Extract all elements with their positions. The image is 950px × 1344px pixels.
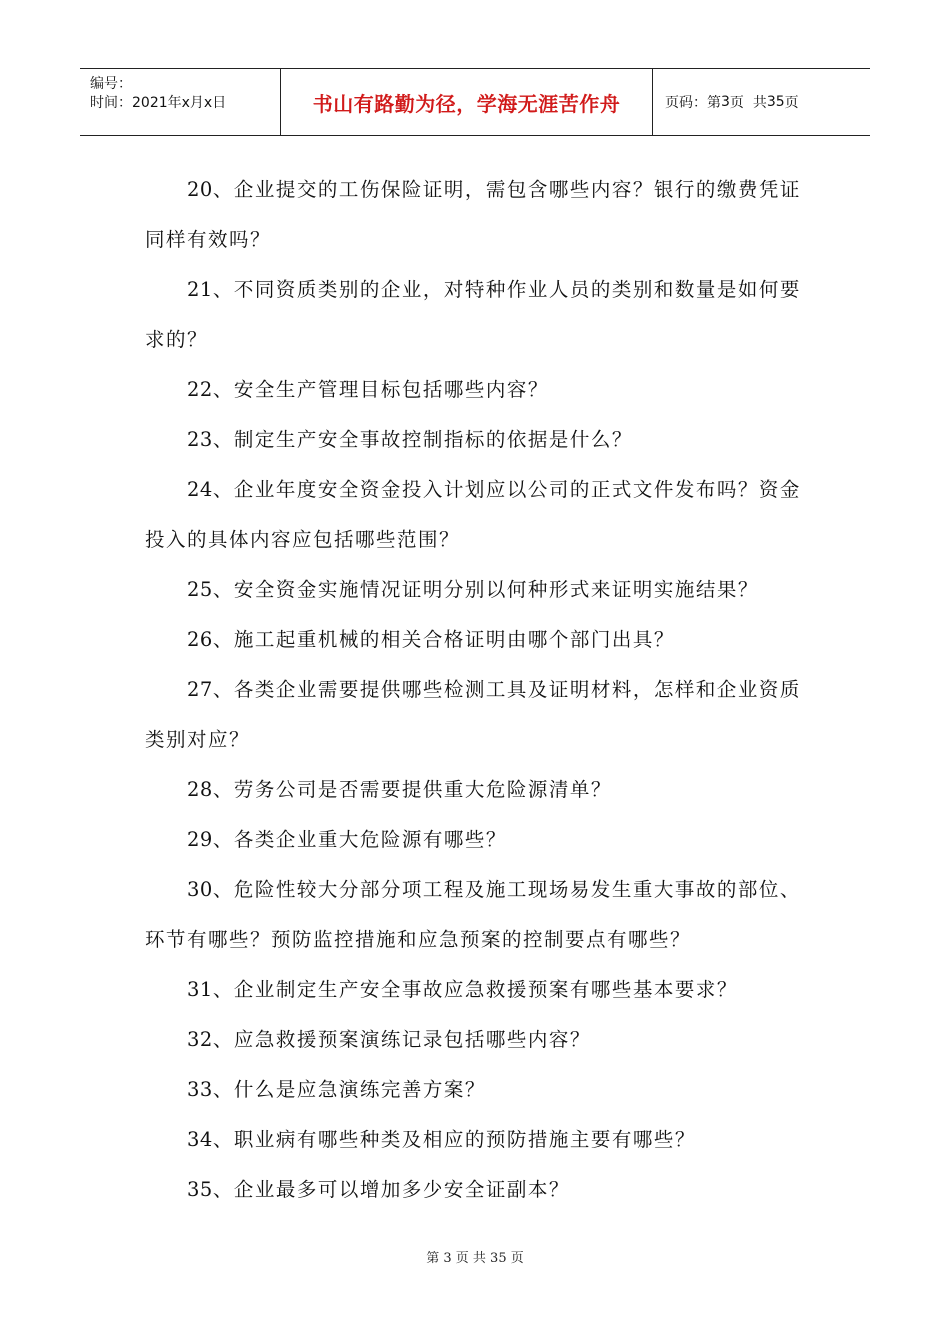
page-number-middle: 页 共 [729,95,767,111]
question-item: 32、应急救援预案演练记录包括哪些内容？ [187,1028,591,1051]
question-item: 34、职业病有哪些种类及相应的预防措施主要有哪些？ [187,1128,696,1151]
page-number-suffix: 页 [784,95,799,111]
question-item: 24、企业年度安全资金投入计划应以公司的正式文件发布吗？资金投入的具体内容应包括哪些范围？ [145,478,801,551]
question-item: 21、不同资质类别的企业，对特种作业人员的类别和数量是如何要求的？ [145,278,801,351]
question-item: 25、安全资金实施情况证明分别以何种形式来证明实施结果？ [187,578,759,601]
question-item: 22、安全生产管理目标包括哪些内容？ [187,378,549,401]
question-item: 30、危险性较大分部分项工程及施工现场易发生重大事故的部位、环节有哪些？预防监控措施和应急预案的控制要点有哪些？ [145,878,801,951]
question-item: 28、劳务公司是否需要提供重大危险源清单？ [187,778,612,801]
question-item: 31、企业制定生产安全事故应急救援预案有哪些基本要求？ [187,978,738,1001]
page-number-current: 3 [721,94,730,110]
header-meta-cell [80,69,281,135]
page-header [80,68,870,136]
question-item: 33、什么是应急演练完善方案？ [187,1078,486,1101]
header-motto: 书山有路勤为径，学海无涯苦作舟 [312,91,621,116]
question-list [145,165,815,1215]
header-page-cell [653,69,870,135]
question-item: 27、各类企业需要提供哪些检测工具及证明材料，怎样和企业资质类别对应？ [145,678,801,751]
page-number-prefix: 页码：第 [665,95,721,111]
page-number-total: 35 [766,94,785,110]
page-footer: 第 3 页 共 35 页 [426,1251,524,1266]
question-item: 26、施工起重机械的相关合格证明由哪个部门出具？ [187,628,675,651]
question-item: 35、企业最多可以增加多少安全证副本？ [187,1178,570,1201]
question-item: 20、企业提交的工伤保险证明，需包含哪些内容？银行的缴费凭证同样有效吗？ [145,178,801,251]
document-time-label: 时间：2021年x月x日 [90,95,227,111]
question-item: 29、各类企业重大危险源有哪些？ [187,828,507,851]
question-item: 23、制定生产安全事故控制指标的依据是什么？ [187,428,633,451]
document-number-label: 编号： [90,76,132,92]
header-motto-cell [281,69,653,135]
